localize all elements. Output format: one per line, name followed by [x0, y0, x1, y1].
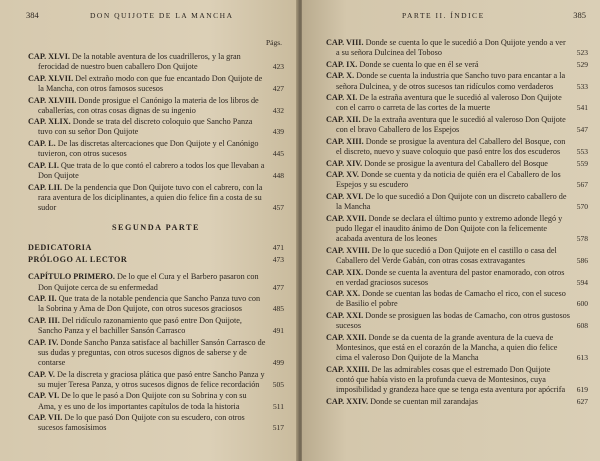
toc-entry-text: Donde prosigue el Canónigo la materia de los libros de caballerías, con otras cosas dignas de su ingenio	[38, 95, 259, 115]
toc-entry-text: Donde se declara el último punto y extremo adonde llegó y pudo llegar el inaudito ánimo de Don Quijote con la felicemente acabada aventura de los leones	[336, 213, 563, 244]
toc-entry-text: De las admirables cosas que el estremado Don Quijote contó que había visto en la profunda cueva de Montesinos, cuya imposibilidad y grandeza hace que se tenga esta aventura por apócrifa	[336, 364, 566, 394]
toc-entry-text: Donde Sancho Panza satisface al bachiller Sansón Carrasco de sus dudas y preguntas, con otros sucesos dignos de saberse y de contarse	[38, 337, 266, 367]
toc-entry-page: 457	[272, 202, 284, 212]
toc-entry-label: CAP. XIV.	[326, 158, 363, 168]
left-pags-label: Págs.	[265, 38, 282, 47]
toc-entry-page: 627	[576, 396, 588, 406]
toc-entry-page: 517	[272, 423, 284, 433]
toc-entry-page: 485	[272, 304, 284, 314]
toc-entry-page: 613	[576, 353, 588, 363]
toc-entry-label: CAP. XVIII.	[326, 245, 370, 255]
toc-entry-text: Donde se cuenta la aventura del pastor enamorado, con otros en verdad graciosos sucesos	[336, 267, 565, 287]
toc-entry	[28, 338, 284, 368]
toc-entry	[28, 117, 284, 137]
toc-entry-page: 547	[576, 125, 588, 135]
toc-entry	[326, 115, 588, 135]
toc-entry-text: Donde se cuenta lo que le sucedió a Don Quijote yendo a ver a su señora Dulcinea del Toboso	[336, 38, 566, 58]
left-toc-column	[28, 52, 284, 435]
toc-entry-page: 445	[272, 149, 284, 159]
toc-entry-text: De la pendencia que Don Quijote tuvo con el cabrero, con la rara aventura de los diciplinantes, a quien dio felice fin a costa de su sudor	[38, 182, 263, 212]
toc-entry-text: De lo que le pasó a Don Quijote con su Sobrina y con su Ama, y es uno de los importantes capítulos de toda la historia	[38, 391, 247, 411]
toc-entry-label: CAP. XXI.	[326, 311, 364, 321]
toc-entry-page: 578	[576, 234, 588, 244]
toc-entry	[326, 192, 588, 212]
toc-entry-label: CAP. XIII.	[326, 136, 364, 146]
toc-entry-label: CAP. XVII.	[326, 213, 367, 223]
toc-entry-page: 523	[576, 48, 588, 58]
toc-entry-label: CAP. XLVII.	[28, 73, 74, 83]
toc-entry-text: De la notable aventura de los cuadrilleros, y la gran ferocidad de nuestro buen caballero Don Quijote	[38, 52, 241, 72]
right-page	[302, 0, 600, 461]
right-running-head	[302, 10, 600, 24]
toc-entry-page: 477	[272, 282, 284, 292]
toc-entry	[28, 161, 284, 181]
toc-entry-label: CAP. VI.	[28, 391, 60, 401]
toc-entry-page: 567	[576, 180, 588, 190]
toc-entry	[28, 139, 284, 159]
toc-entry	[326, 170, 588, 190]
toc-entry-text: Donde se cuenta lo que en él se verá	[357, 59, 479, 69]
toc-entry-text: Donde se prosigue la aventura del Caballero del Bosque, con el discreto, nuevo y suave coloquio que pasó entre los dos escuderos	[336, 136, 566, 156]
toc-entry-text: De la discreta y graciosa plática que pasó entre Sancho Panza y su mujer Teresa Panza, y otros sucesos dignos de felice recordación	[38, 369, 265, 389]
toc-entry-page: 505	[272, 379, 284, 389]
toc-entry-page: 553	[576, 146, 588, 156]
toc-entry-label: CAP. XX.	[326, 289, 361, 299]
toc-entry-page: 559	[576, 158, 588, 168]
toc-entry-page: 608	[576, 321, 588, 331]
toc-entry	[28, 370, 284, 390]
toc-entry-label: CAPÍTULO PRIMERO.	[28, 272, 115, 282]
toc-entry-label: CAP. XII.	[326, 115, 361, 125]
toc-entry-page: 427	[272, 83, 284, 93]
right-running-title: PARTE II. ÍNDICE	[402, 11, 485, 20]
left-page-number: 384	[26, 10, 39, 20]
toc-entry-text: De lo que el Cura y el Barbero pasaron con Don Quijote cerca de su enfermedad	[38, 272, 259, 292]
left-running-title: DON QUIJOTE DE LA MANCHA	[90, 11, 234, 20]
left-page	[0, 0, 298, 461]
toc-entry-text: Donde se prosiguen las bodas de Camacho, con otros gustosos sucesos	[336, 311, 570, 331]
toc-entry-label: CAP. XLVIII.	[28, 95, 77, 105]
toc-entry	[326, 71, 588, 91]
toc-entry	[28, 391, 284, 411]
toc-entry	[326, 246, 588, 266]
toc-entry-label: CAP. II.	[28, 294, 57, 304]
toc-entry-page: 439	[272, 127, 284, 137]
toc-entry	[28, 294, 284, 314]
toc-entry	[326, 268, 588, 288]
toc-entry-label: DEDICATORIA	[28, 243, 92, 253]
toc-entry	[326, 289, 588, 309]
toc-entry	[326, 93, 588, 113]
toc-entry-label: CAP. X.	[326, 71, 355, 81]
toc-entry-text: Que trata de la notable pendencia que Sancho Panza tuvo con la Sobrina y Ama de Don Quijote, con otros sucesos graciosos	[38, 294, 261, 314]
toc-entry	[28, 96, 284, 116]
toc-entry	[28, 413, 284, 433]
toc-entry	[28, 183, 284, 213]
toc-entry-text: Donde se prosigue la aventura del Caballero del Bosque	[362, 158, 548, 168]
toc-entry-label: PRÓLOGO AL LECTOR	[28, 254, 128, 264]
toc-entry-page: 594	[576, 277, 588, 287]
toc-entry	[326, 60, 588, 70]
toc-entry-text: De las discretas altercaciones que Don Quijote y el Canónigo tuvieron, con otros sucesos	[38, 139, 259, 159]
toc-entry-page: 586	[576, 255, 588, 265]
toc-entry-page: 423	[272, 62, 284, 72]
toc-entry-text: De la extraña aventura que le sucedió al valeroso Don Quijote con el bravo Caballero de los Espejos	[336, 115, 566, 135]
toc-entry-label: CAP. XIX.	[326, 267, 364, 277]
toc-entry-text: Del extraño modo con que fue encantado Don Quijote de la Mancha, con otros famosos sucesos	[38, 73, 263, 93]
toc-entry-label: CAP. XVI.	[326, 192, 364, 202]
toc-entry	[326, 137, 588, 157]
toc-entry-label: CAP. XXIII.	[326, 364, 370, 374]
toc-entry-page: 471	[272, 243, 284, 253]
toc-entry-text: De lo que pasó Don Quijote con su escudero, con otros sucesos famosísimos	[38, 413, 245, 433]
toc-entry-page: 448	[272, 171, 284, 180]
toc-entry-label: CAP. LI.	[28, 160, 59, 170]
toc-entry-text: Donde se trata del discreto coloquio que Sancho Panza tuvo con su señor Don Quijote	[38, 117, 253, 137]
toc-entry	[326, 311, 588, 331]
toc-entry	[28, 74, 284, 94]
toc-entry-text: De lo que sucedió a Don Quijote con un discreto caballero de la Mancha	[336, 192, 567, 212]
toc-entry-label: CAP. L.	[28, 139, 56, 149]
toc-entry	[326, 38, 588, 58]
toc-entry-label: CAP. XXII.	[326, 332, 367, 342]
toc-entry-page: 619	[576, 384, 588, 394]
toc-entry-text: Donde se cuentan las bodas de Camacho el rico, con el suceso de Basilio el pobre	[336, 289, 566, 309]
toc-entry	[326, 333, 588, 363]
toc-entry	[28, 316, 284, 336]
toc-entry-text: De la estraña aventura que le sucedió al valeroso Don Quijote con el carro o carreta de las cortes de la muerte	[336, 93, 562, 113]
right-page-number: 385	[573, 10, 586, 20]
toc-entry-text: Que trata de lo que contó el cabrero a todos los que llevaban a Don Quijote	[38, 160, 265, 180]
left-running-head	[0, 10, 298, 24]
toc-entry	[28, 52, 284, 72]
toc-entry	[326, 397, 588, 407]
right-toc-column	[326, 38, 588, 408]
toc-entry-text: De lo que sucedió a Don Quijote en el castillo o casa del Caballero del Verde Gabán, con otras cosas extravagantes	[336, 245, 557, 265]
toc-entry-label: CAP. III.	[28, 316, 60, 325]
toc-entry-page: 600	[576, 299, 588, 309]
toc-entry-label: CAP. XLVI.	[28, 52, 70, 61]
toc-entry-label: CAP. XLIX.	[28, 117, 71, 127]
toc-entry-text: Donde se cuenta y da noticia de quién era el Caballero de los Espejos y su escudero	[336, 170, 561, 190]
toc-entry-label: CAP. IV.	[28, 337, 59, 347]
toc-entry	[326, 365, 588, 395]
toc-entry-text: Donde se cuenta la industria que Sancho tuvo para encantar a la señora Dulcinea, y de otros sucesos tan ridículos como verdaderos	[336, 71, 566, 91]
toc-entry-label: CAP. XI.	[326, 93, 358, 103]
toc-entry-page: 511	[273, 401, 284, 411]
toc-entry-page: 473	[272, 254, 284, 264]
toc-entry	[28, 243, 284, 253]
toc-entry-label: CAP. V.	[28, 369, 55, 379]
toc-entry-label: CAP. IX.	[326, 59, 358, 69]
toc-entry-page: 570	[576, 202, 588, 212]
toc-entry	[326, 214, 588, 244]
toc-entry-page: 533	[576, 81, 588, 91]
toc-entry-page: 541	[576, 103, 588, 113]
toc-entry-label: CAP. XXIV.	[326, 396, 369, 406]
toc-entry	[28, 272, 284, 292]
toc-entry-label: CAP. LII.	[28, 182, 63, 192]
toc-entry-page: 529	[576, 59, 588, 69]
toc-entry-text: Donde se cuentan mil zarandajas	[368, 396, 478, 406]
toc-entry-page: 491	[272, 326, 284, 336]
toc-entry-page: 432	[272, 105, 284, 115]
toc-entry-text: Donde se da cuenta de la grande aventura de la cueva de Montesinos, que está en el corazón de la Mancha, a quien dio felice cima el valeroso Don Quijote de la Mancha	[336, 332, 558, 363]
toc-entry-page: 499	[272, 357, 284, 367]
toc-entry-label: CAP. XV.	[326, 170, 359, 180]
toc-entry-label: CAP. VII.	[28, 413, 63, 423]
toc-entry-label: CAP. VIII.	[326, 38, 364, 47]
section-title: SEGUNDA PARTE	[112, 222, 200, 232]
toc-entry	[28, 255, 284, 265]
toc-entry	[326, 159, 588, 169]
toc-entry-text: Del ridículo razonamiento que pasó entre Don Quijote, Sancho Panza y el bachiller Sansón Carrasco	[38, 316, 242, 336]
